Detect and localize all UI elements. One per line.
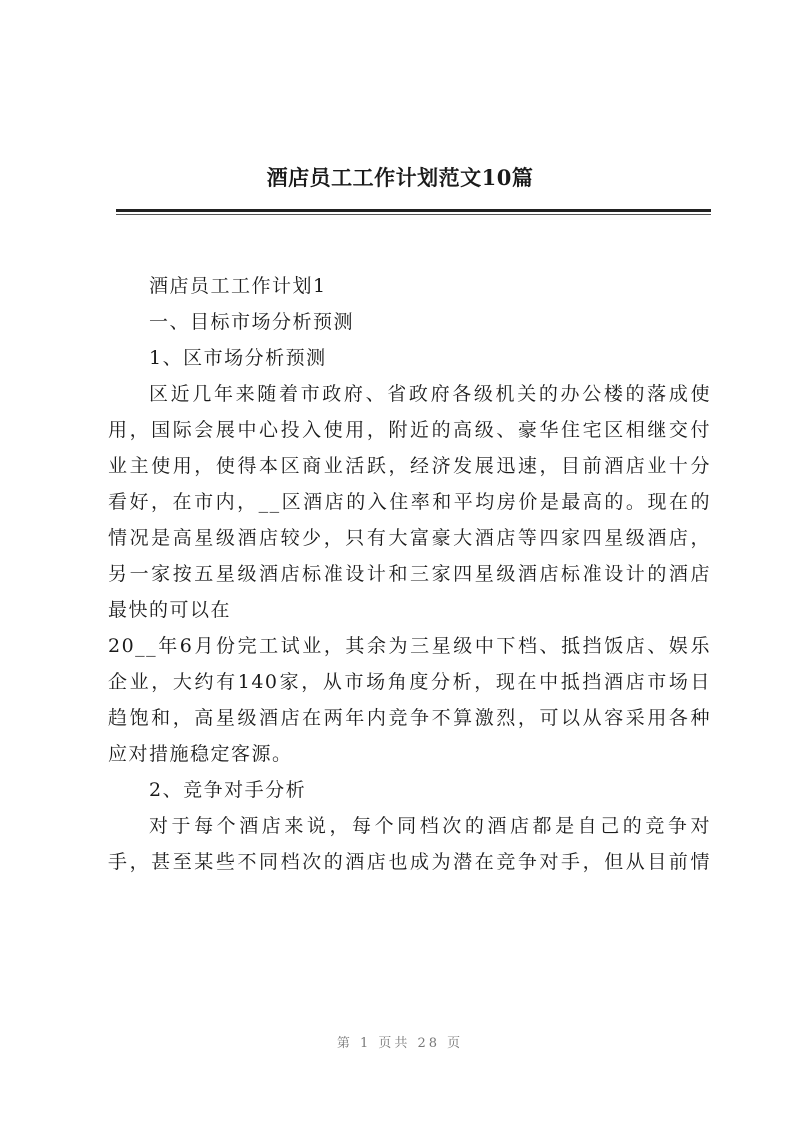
paragraph-line: 情况是高星级酒店较少，只有大富豪大酒店等四家四星级酒店，: [108, 527, 711, 549]
paragraph-line: 最快的可以在: [108, 599, 232, 621]
title-divider-thin: [116, 214, 711, 215]
paragraph-line: 应对措施稳定客源。: [108, 743, 293, 765]
paragraph-line: 另一家按五星级酒店标准设计和三家四星级酒店标准设计的酒店: [108, 563, 711, 585]
subsection-heading: 2、竞争对手分析: [149, 779, 307, 801]
paragraph-line: 对于每个酒店来说，每个同档次的酒店都是自己的竞争对: [149, 815, 711, 837]
subsection-heading: 1、区市场分析预测: [149, 347, 327, 369]
paragraph-line: 手，甚至某些不同档次的酒店也成为潜在竞争对手，但从目前情: [108, 851, 711, 873]
paragraph-line: 看好，在市内，__区酒店的入住率和平均房价是最高的。现在的: [108, 491, 711, 513]
title-divider: [116, 209, 711, 212]
document-body: [108, 268, 711, 880]
document-title: 酒店员工工作计划范文10篇: [266, 165, 534, 190]
page-footer: 第 1 页共 28 页: [336, 1036, 464, 1051]
subsection-heading: 一、目标市场分析预测: [149, 311, 355, 333]
paragraph-line: 趋饱和，高星级酒店在两年内竞争不算激烈，可以从容采用各种: [108, 707, 711, 729]
paragraph-line: 用，国际会展中心投入使用，附近的高级、豪华住宅区相继交付: [108, 419, 711, 441]
paragraph-line: 区近几年来随着市政府、省政府各级机关的办公楼的落成使: [149, 383, 711, 405]
paragraph-line: 企业，大约有140家，从市场角度分析，现在中抵挡酒店市场日: [108, 671, 711, 693]
paragraph-line: 20__年6月份完工试业，其余为三星级中下档、抵挡饭店、娱乐: [108, 635, 711, 657]
section-heading: 酒店员工工作计划1: [149, 275, 327, 297]
paragraph-line: 业主使用，使得本区商业活跃，经济发展迅速，目前酒店业十分: [108, 455, 711, 477]
